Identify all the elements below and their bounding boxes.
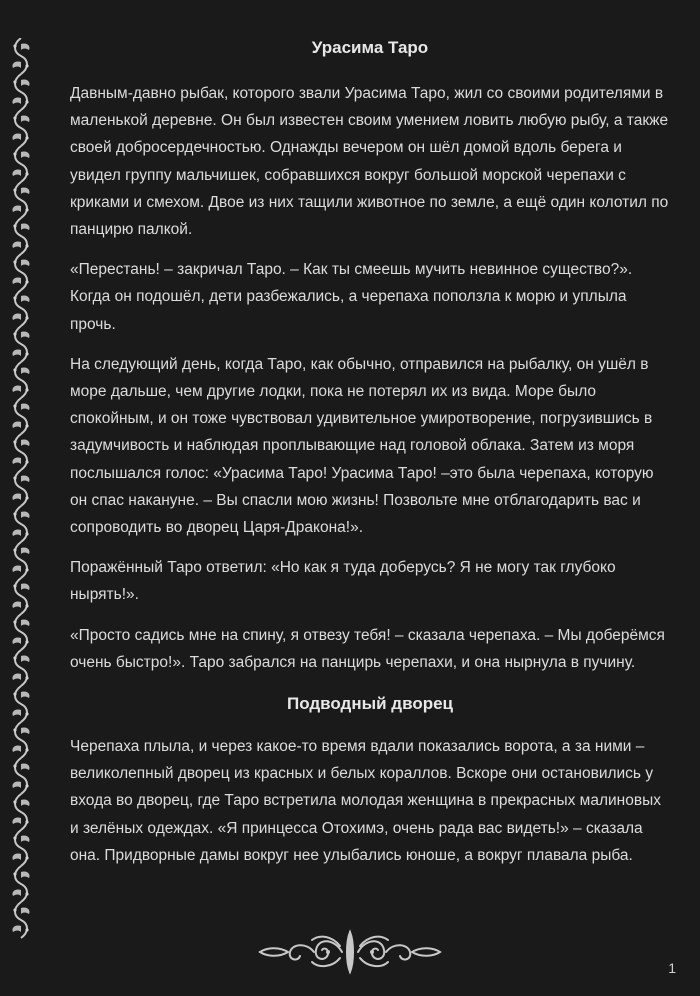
document-body <box>70 34 670 882</box>
vine-border-ornament-icon <box>9 38 33 956</box>
section-title: Подводный дворец <box>287 694 453 714</box>
paragraph: Давным-давно рыбак, которого звали Урасима Таро, жил со своими родителями в маленькой деревне. Он был известен своим умением ловить любую рыбу, а также своей добросердечностью. Однажды вечером он шёл домой вдоль берега и увидел группу мальчишек, собравшихся вокруг большой морской черепахи с криками и смехом. Двое из них тащили животное по земле, а ещё один колотил по панцирю палкой. <box>70 85 669 239</box>
document-title: Урасима Таро <box>311 38 429 57</box>
paragraph: Поражённый Таро ответил: «Но как я туда доберусь? Я не могу так глубоко нырять!». <box>70 559 616 604</box>
paragraph: «Просто садись мне на спину, я отвезу тебя! – сказала черепаха. – Мы доберёмся очень быстро!». Таро забрался на панцирь черепахи, и она нырнула в пучину. <box>70 626 665 671</box>
paragraph: «Перестань! – закричал Таро. – Как ты смеешь мучить невинное существо?». Когда он подошёл, дети разбежались, а черепаха поползла к морю и уплыла прочь. <box>70 261 633 333</box>
flourish-ornament-icon <box>254 928 446 976</box>
paragraph: На следующий день, когда Таро, как обычно, отправился на рыбалку, он ушёл в море дальше, чем другие лодки, пока не потерял их из вида. Море было спокойным, и он тоже чувствовал удивительное умиротворение, погрузившись в задумчивость и наблюдая проплывающие над головой облака. Затем из моря послышался голос: «Урасима Таро! Урасима Таро! –это была черепаха, которую он спас накануне. – Вы спасли мою жизнь! Позвольте мне отблагодарить вас и сопроводить во дворец Царя-Дракона!». <box>70 355 654 537</box>
page-number: 1 <box>668 960 676 976</box>
paragraph: Черепаха плыла, и через какое-то время вдали показались ворота, а за ними – великолепный дворец из красных и белых кораллов. Вскоре они остановились у входа во дворец, где Таро встретила молодая женщина в прекрасных малиновых и зелёных одеждах. «Я принцесса Отохимэ, очень рада вас видеть!» – сказала она. Придворные дамы вокруг нее улыбались юноше, а вокруг плавала рыба. <box>70 738 661 864</box>
